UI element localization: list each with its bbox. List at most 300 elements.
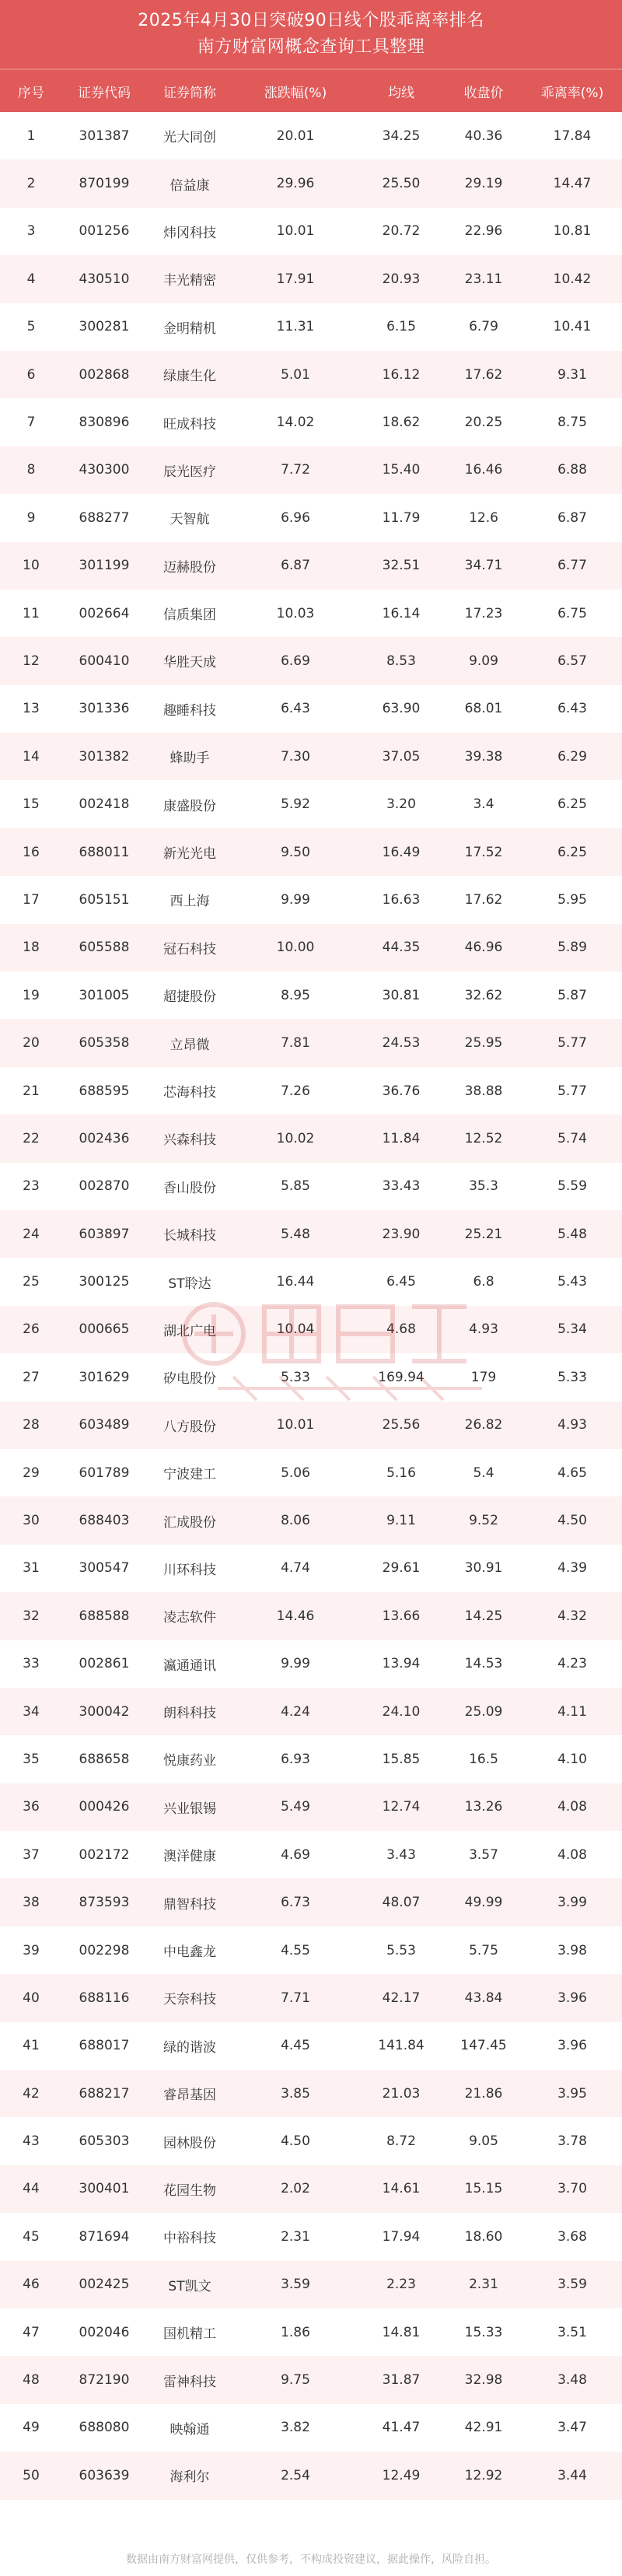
page-title: 2025年4月30日突破90日线个股乖离率排名 [138,11,484,30]
cell-change: 5.49 [281,1799,310,1815]
table-header [0,68,622,112]
cell-bias: 14.47 [553,176,592,192]
column-header-code: 证券代码 [78,85,131,101]
cell-ma: 63.90 [382,701,421,717]
cell-ma: 169.94 [378,1369,425,1385]
cell-name: 辰光医疗 [163,464,216,480]
cell-change: 9.99 [281,1656,310,1672]
cell-bias: 3.70 [557,2181,587,2197]
cell-name: 趣睡科技 [163,702,216,719]
cell-code: 605358 [79,1035,130,1052]
cell-name: 兴森科技 [163,1132,216,1149]
cell-ma: 2.23 [386,2277,416,2293]
cell-close: 4.93 [469,1321,498,1338]
cell-close: 23.11 [464,271,503,287]
cell-name: 兴业银锡 [163,1801,216,1817]
cell-code: 002172 [79,1846,130,1863]
cell-bias: 3.99 [557,1895,587,1911]
cell-close: 14.53 [464,1656,503,1672]
cell-code: 002046 [79,2324,130,2340]
cell-change: 3.82 [281,2420,310,2436]
cell-bias: 4.10 [557,1751,587,1767]
cell-index: 13 [23,701,40,717]
cell-index: 45 [23,2228,40,2245]
cell-ma: 6.45 [386,1274,416,1290]
cell-code: 002861 [79,1656,130,1672]
cell-ma: 12.49 [382,2467,421,2483]
cell-change: 5.06 [281,1465,310,1481]
cell-name: 天智航 [169,512,210,528]
cell-index: 33 [23,1656,40,1672]
cell-bias: 6.25 [557,796,587,813]
cell-index: 8 [26,462,36,478]
table-row [0,924,622,971]
cell-ma: 25.56 [382,1417,421,1433]
cell-name: 超捷股份 [163,989,216,1006]
cell-bias: 5.87 [557,987,587,1003]
cell-name: 倍益康 [169,177,210,194]
cell-close: 34.71 [464,558,503,574]
cell-code: 000426 [79,1799,130,1815]
cell-ma: 5.16 [386,1465,416,1481]
cell-bias: 3.51 [557,2324,587,2340]
cell-change: 6.43 [281,701,310,717]
cell-code: 605151 [79,891,130,908]
cell-ma: 8.53 [386,653,416,669]
cell-code: 605303 [79,2133,130,2150]
table-row [0,1735,622,1783]
cell-index: 47 [23,2324,40,2340]
cell-bias: 4.50 [557,1513,587,1529]
cell-index: 50 [23,2467,40,2483]
cell-code: 002870 [79,1178,130,1195]
cell-code: 688217 [79,2085,130,2102]
cell-bias: 5.43 [557,1274,587,1290]
cell-close: 9.52 [469,1513,498,1529]
cell-close: 13.26 [464,1799,503,1815]
cell-close: 35.3 [469,1178,498,1195]
cell-name: 新光光电 [163,846,216,863]
table-row [0,112,622,159]
cell-ma: 6.15 [386,319,416,335]
cell-close: 12.52 [464,1130,503,1146]
cell-change: 3.59 [281,2277,310,2293]
cell-code: 873593 [79,1895,130,1911]
cell-index: 1 [26,128,36,144]
cell-ma: 21.03 [382,2085,421,2102]
cell-bias: 6.77 [557,558,587,574]
cell-change: 2.02 [281,2181,310,2197]
cell-close: 9.05 [469,2133,498,2150]
cell-index: 16 [23,844,40,860]
cell-ma: 44.35 [382,940,421,956]
cell-ma: 9.11 [386,1513,416,1529]
cell-change: 29.96 [276,176,315,192]
table-row [0,159,622,207]
cell-close: 14.25 [464,1608,503,1624]
cell-change: 4.69 [281,1846,310,1863]
cell-code: 002418 [79,796,130,813]
cell-name: 凌志软件 [163,1610,216,1626]
cell-code: 871694 [79,2228,130,2245]
table-row [0,2165,622,2213]
table-row [0,1688,622,1735]
cell-bias: 4.23 [557,1656,587,1672]
cell-name: 园林股份 [163,2135,216,2151]
cell-bias: 6.29 [557,748,587,765]
cell-change: 5.85 [281,1178,310,1195]
cell-close: 179 [470,1369,497,1385]
cell-name: 中裕科技 [163,2231,216,2247]
cell-code: 002298 [79,1942,130,1958]
cell-index: 31 [23,1560,40,1577]
cell-close: 12.92 [464,2467,503,2483]
cell-bias: 4.39 [557,1560,587,1577]
cell-index: 37 [23,1846,40,1863]
cell-close: 2.31 [469,2277,498,2293]
cell-change: 14.46 [276,1608,315,1624]
cell-change: 10.01 [276,1417,315,1433]
cell-change: 8.95 [281,987,310,1003]
cell-close: 5.4 [473,1465,494,1481]
cell-name: 华胜天成 [163,655,216,671]
cell-name: 睿昂基因 [163,2088,216,2104]
cell-bias: 3.44 [557,2467,587,2483]
cell-change: 2.31 [281,2228,310,2245]
table-row [0,1353,622,1401]
cell-name: 蜂助手 [169,751,210,767]
cell-name: ST聆达 [168,1276,211,1292]
cell-close: 25.21 [464,1226,503,1242]
cell-bias: 9.31 [557,366,587,383]
cell-ma: 3.20 [386,796,416,813]
cell-name: 绿的谐波 [163,2039,216,2056]
cell-change: 4.45 [281,2038,310,2054]
cell-index: 17 [23,891,40,908]
cell-ma: 14.61 [382,2181,421,2197]
cell-ma: 24.10 [382,1703,421,1720]
cell-close: 39.38 [464,748,503,765]
cell-ma: 16.12 [382,366,421,383]
cell-code: 688403 [79,1513,130,1529]
cell-bias: 3.68 [557,2228,587,2245]
cell-close: 3.4 [473,796,494,813]
cell-name: 中电鑫龙 [163,1944,216,1961]
cell-close: 16.5 [469,1751,498,1767]
cell-code: 688011 [79,844,130,860]
table-row [0,542,622,590]
cell-name: 芯海科技 [163,1085,216,1101]
table-row [0,780,622,828]
cell-change: 10.01 [276,223,315,240]
table-row [0,303,622,351]
cell-index: 21 [23,1083,40,1099]
cell-index: 36 [23,1799,40,1815]
cell-name: 康盛股份 [163,798,216,814]
cell-bias: 6.87 [557,509,587,526]
cell-code: 688080 [79,2420,130,2436]
cell-close: 22.96 [464,223,503,240]
cell-ma: 30.81 [382,987,421,1003]
cell-name: 雷神科技 [163,2374,216,2390]
cell-code: 603489 [79,1417,130,1433]
table-row [0,1974,622,2021]
cell-bias: 4.32 [557,1608,587,1624]
cell-code: 688588 [79,1608,130,1624]
table-row [0,1640,622,1688]
cell-change: 4.74 [281,1560,310,1577]
cell-change: 6.73 [281,1895,310,1911]
table-row [0,1258,622,1305]
cell-ma: 141.84 [378,2038,425,2054]
cell-close: 21.86 [464,2085,503,2102]
cell-ma: 48.07 [382,1895,421,1911]
cell-change: 9.75 [281,2372,310,2389]
table-row [0,494,622,541]
cell-code: 688658 [79,1751,130,1767]
cell-name: 西上海 [169,894,210,910]
cell-code: 301387 [79,128,130,144]
cell-ma: 18.62 [382,415,421,431]
cell-name: 旺成科技 [163,416,216,432]
cell-code: 301199 [79,558,130,574]
cell-bias: 10.41 [553,319,592,335]
cell-index: 4 [26,271,36,287]
cell-index: 30 [23,1513,40,1529]
table-row [0,1592,622,1640]
cell-name: ST凯文 [168,2278,211,2294]
table-row [0,1402,622,1449]
table-row [0,2070,622,2117]
cell-code: 430510 [79,271,130,287]
cell-name: 香山股份 [163,1180,216,1196]
table-row [0,1927,622,1974]
cell-code: 688017 [79,2038,130,2054]
cell-bias: 8.75 [557,415,587,431]
cell-bias: 3.48 [557,2372,587,2389]
cell-name: 汇成股份 [163,1514,216,1531]
cell-ma: 15.85 [382,1751,421,1767]
column-header-change: 涨跌幅(%) [264,85,327,101]
cell-code: 002425 [79,2277,130,2293]
column-header-name: 证券简称 [163,85,216,101]
cell-code: 300042 [79,1703,130,1720]
cell-name: 映翰通 [169,2421,210,2438]
cell-close: 38.88 [464,1083,503,1099]
cell-ma: 17.94 [382,2228,421,2245]
cell-index: 23 [23,1178,40,1195]
cell-name: 鼎智科技 [163,1896,216,1913]
cell-code: 600410 [79,653,130,669]
table-row [0,1831,622,1878]
table-row [0,2261,622,2308]
cell-name: 湖北广电 [163,1323,216,1339]
cell-ma: 37.05 [382,748,421,765]
cell-change: 4.24 [281,1703,310,1720]
cell-close: 17.52 [464,844,503,860]
cell-index: 7 [26,415,36,431]
cell-close: 68.01 [464,701,503,717]
cell-index: 12 [23,653,40,669]
cell-bias: 6.25 [557,844,587,860]
table-row [0,446,622,494]
cell-change: 16.44 [276,1274,315,1290]
cell-bias: 6.88 [557,462,587,478]
cell-code: 002436 [79,1130,130,1146]
cell-close: 49.99 [464,1895,503,1911]
cell-ma: 12.74 [382,1799,421,1815]
cell-code: 870199 [79,176,130,192]
cell-name: 国机精工 [163,2326,216,2343]
cell-ma: 34.25 [382,128,421,144]
cell-ma: 20.72 [382,223,421,240]
cell-ma: 3.43 [386,1846,416,1863]
table-row [0,685,622,733]
cell-index: 34 [23,1703,40,1720]
cell-close: 147.45 [460,2038,507,2054]
cell-code: 301629 [79,1369,130,1385]
cell-ma: 4.68 [386,1321,416,1338]
cell-close: 40.36 [464,128,503,144]
cell-index: 39 [23,1942,40,1958]
cell-index: 25 [23,1274,40,1290]
table-body [0,112,622,2500]
cell-code: 688277 [79,509,130,526]
cell-bias: 4.93 [557,1417,587,1433]
cell-index: 48 [23,2372,40,2389]
cell-bias: 4.65 [557,1465,587,1481]
cell-bias: 10.42 [553,271,592,287]
cell-name: 绿康生化 [163,369,216,385]
cell-code: 300401 [79,2181,130,2197]
cell-name: 冠石科技 [163,941,216,957]
cell-code: 603639 [79,2467,130,2483]
cell-index: 29 [23,1465,40,1481]
cell-change: 8.06 [281,1513,310,1529]
cell-bias: 4.08 [557,1846,587,1863]
cell-name: 悦康药业 [163,1753,216,1769]
cell-ma: 8.72 [386,2133,416,2150]
cell-change: 10.02 [276,1130,315,1146]
cell-change: 7.30 [281,748,310,765]
cell-index: 38 [23,1895,40,1911]
table-row [0,2404,622,2452]
cell-index: 49 [23,2420,40,2436]
cell-bias: 5.34 [557,1321,587,1338]
table-row [0,208,622,255]
cell-bias: 5.89 [557,940,587,956]
cell-ma: 11.84 [382,1130,421,1146]
cell-index: 28 [23,1417,40,1433]
cell-code: 301382 [79,748,130,765]
cell-change: 5.92 [281,796,310,813]
cell-index: 18 [23,940,40,956]
cell-name: 花园生物 [163,2182,216,2199]
cell-close: 12.6 [469,509,498,526]
cell-name: 立昂微 [169,1037,210,1053]
table-row [0,1067,622,1115]
cell-code: 601789 [79,1465,130,1481]
table-row [0,1210,622,1258]
cell-change: 10.03 [276,605,315,621]
cell-bias: 17.84 [553,128,592,144]
column-header-ma: 均线 [388,85,414,101]
cell-ma: 13.94 [382,1656,421,1672]
cell-name: 天奈科技 [163,1992,216,2008]
cell-bias: 3.98 [557,1942,587,1958]
footer-disclaimer: 数据由南方财富网提供，仅供参考，不构成投资建议，据此操作，风险自担。 [0,2542,622,2576]
table-row [0,2356,622,2403]
cell-index: 24 [23,1226,40,1242]
cell-code: 001256 [79,223,130,240]
cell-close: 46.96 [464,940,503,956]
cell-code: 872190 [79,2372,130,2389]
table-row [0,398,622,446]
cell-close: 5.75 [469,1942,498,1958]
cell-ma: 20.93 [382,271,421,287]
cell-change: 14.02 [276,415,315,431]
cell-ma: 24.53 [382,1035,421,1052]
cell-ma: 41.47 [382,2420,421,2436]
cell-bias: 5.77 [557,1035,587,1052]
cell-index: 22 [23,1130,40,1146]
cell-code: 000665 [79,1321,130,1338]
cell-code: 603897 [79,1226,130,1242]
cell-close: 25.09 [464,1703,503,1720]
cell-ma: 14.81 [382,2324,421,2340]
cell-change: 20.01 [276,128,315,144]
column-header-index: 序号 [18,85,44,101]
cell-name: 丰光精密 [163,273,216,289]
cell-close: 9.09 [469,653,498,669]
cell-index: 6 [26,366,36,383]
cell-ma: 13.66 [382,1608,421,1624]
cell-ma: 31.87 [382,2372,421,2389]
cell-change: 4.55 [281,1942,310,1958]
cell-ma: 23.90 [382,1226,421,1242]
cell-name: 炜冈科技 [163,225,216,241]
cell-bias: 6.43 [557,701,587,717]
table-row [0,2452,622,2499]
table-row [0,255,622,303]
cell-change: 7.72 [281,462,310,478]
cell-close: 17.62 [464,891,503,908]
cell-code: 688116 [79,1990,130,2006]
table-row [0,1496,622,1544]
cell-change: 11.31 [276,319,315,335]
cell-change: 7.26 [281,1083,310,1099]
cell-change: 6.87 [281,558,310,574]
cell-ma: 16.49 [382,844,421,860]
cell-name: 瀛通通讯 [163,1657,216,1674]
cell-name: 八方股份 [163,1419,216,1435]
cell-name: 宁波建工 [163,1467,216,1483]
cell-close: 15.33 [464,2324,503,2340]
cell-code: 830896 [79,415,130,431]
cell-close: 3.57 [469,1846,498,1863]
cell-ma: 16.14 [382,605,421,621]
cell-index: 20 [23,1035,40,1052]
cell-code: 300281 [79,319,130,335]
cell-bias: 6.57 [557,653,587,669]
cell-ma: 11.79 [382,509,421,526]
cell-ma: 25.50 [382,176,421,192]
table-row [0,1306,622,1353]
cell-index: 40 [23,1990,40,2006]
cell-index: 3 [26,223,36,240]
table-row [0,1115,622,1162]
cell-change: 5.33 [281,1369,310,1385]
